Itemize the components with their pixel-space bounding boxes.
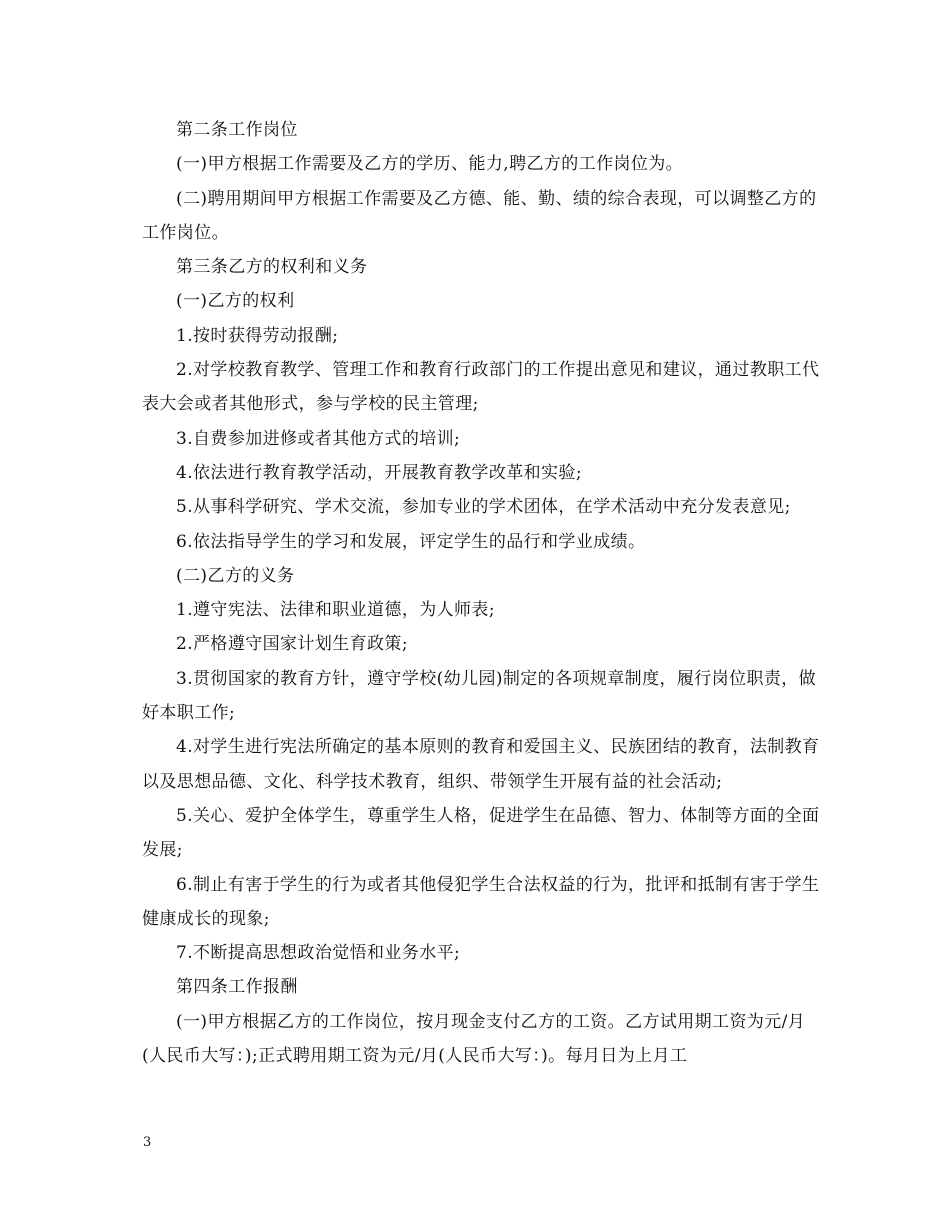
list-item: 4.对学生进行宪法所确定的基本原则的教育和爱国主义、民族团结的教育，法制教育以及思想品德、文化、科学技术教育，组织、带领学生开展有益的社会活动; xyxy=(142,737,820,792)
list-item: 5.从事科学研究、学术交流，参加专业的学术团体，在学术活动中充分发表意见; xyxy=(176,497,791,518)
list-item: 1.按时获得劳动报酬; xyxy=(176,325,339,346)
list-item: 2.对学校教育教学、管理工作和教育行政部门的工作提出意见和建议，通过教职工代表大会或者其他形式，参与学校的民主管理; xyxy=(142,360,820,415)
list-item: 6.制止有害于学生的行为或者其他侵犯学生合法权益的行为，批评和抵制有害于学生健康成长的现象; xyxy=(142,874,820,929)
section-heading: (一)乙方的权利 xyxy=(176,291,295,312)
article-heading: 第三条乙方的权利和义务 xyxy=(176,257,368,278)
list-item: 7.不断提高思想政治觉悟和业务水平; xyxy=(176,943,461,964)
document-body xyxy=(142,113,822,1073)
article-heading: 第二条工作岗位 xyxy=(176,120,298,140)
list-item: 4.依法进行教育教学活动，开展教育教学改革和实验; xyxy=(176,462,582,483)
list-item: 3.自费参加进修或者其他方式的培训; xyxy=(176,428,461,449)
list-item: 5.关心、爱护全体学生，尊重学生人格，促进学生在品德、智力、体制等方面的全面发展; xyxy=(142,805,820,861)
paragraph: (一)甲方根据工作需要及乙方的学历、能力,聘乙方的工作岗位为。 xyxy=(176,154,684,175)
article-heading: 第四条工作报酬 xyxy=(176,977,298,998)
list-item: 2.严格遵守国家计划生育政策; xyxy=(176,634,408,655)
list-item: 3.贯彻国家的教育方针，遵守学校(幼儿园)制定的各项规章制度，履行岗位职责，做好本职工作; xyxy=(142,668,817,724)
paragraph: (一)甲方根据乙方的工作岗位，按月现金支付乙方的工资。乙方试用期工资为元/月(人民币大写：);正式聘用期工资为元/月(人民币大写：)。每月日为上月工 xyxy=(142,1011,806,1067)
page-number: 3 xyxy=(143,1135,152,1150)
paragraph: (二)聘用期间甲方根据工作需要及乙方德、能、勤、绩的综合表现，可以调整乙方的工作岗位。 xyxy=(142,188,817,243)
section-heading: (二)乙方的义务 xyxy=(176,565,295,586)
list-item: 1.遵守宪法、法律和职业道德，为人师表; xyxy=(176,600,495,621)
list-item: 6.依法指导学生的学习和发展，评定学生的品行和学业成绩。 xyxy=(176,531,646,552)
